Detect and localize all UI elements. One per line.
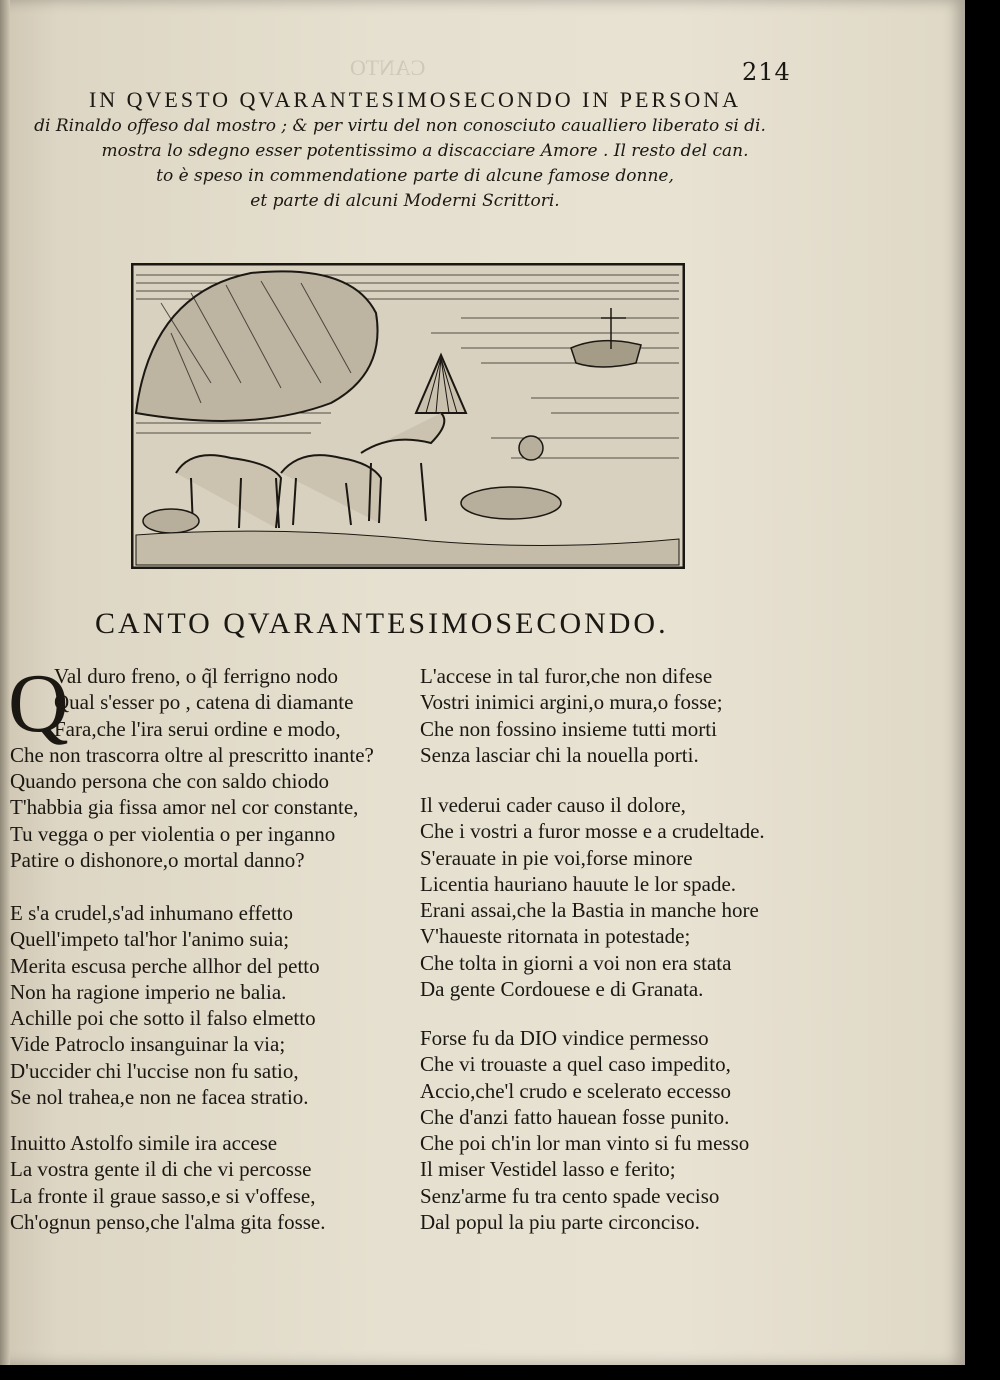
verse-line: Che poi ch'in lor man vinto si fu messo: [420, 1131, 750, 1156]
canto-title: CANTO QVARANTESIMOSECONDO.: [95, 607, 669, 640]
right-stanza-3: [420, 1025, 749, 1235]
verse-line: Che tolta in giorni a voi non era stata: [420, 950, 732, 975]
verse-line: Quando persona che con saldo chiodo: [10, 769, 329, 794]
verse-line: Che i vostri a furor mosse e a crudeltade.: [420, 819, 765, 844]
argument-heading: IN QVESTO QVARANTESIMOSECONDO IN PERSONA: [88, 87, 742, 112]
left-stanza-3: [10, 1130, 326, 1235]
verse-line: La vostra gente il di che vi percosse: [10, 1157, 312, 1182]
verse-line: Tu vegga o per violentia o per inganno: [10, 821, 336, 846]
verse-line: Inuitto Astolfo simile ira accese: [10, 1131, 278, 1155]
verse-line: Licentia hauriano hauute le lor spade.: [420, 871, 737, 896]
verse-line: Ch'ognun penso,che l'alma gita fosse.: [10, 1209, 326, 1234]
verse-line: Il vederui cader causo il dolore,: [420, 793, 686, 817]
verse-line: L'accese in tal furor,che non difese: [420, 664, 713, 688]
verse-line: Merita escusa perche allhor del petto: [10, 953, 320, 978]
verse-line: Se nol trahea,e non ne facea stratio.: [10, 1085, 309, 1110]
verse-line: Achille poi che sotto il falso elmetto: [10, 1006, 316, 1031]
right-stanza-2: [420, 792, 765, 1002]
verse-line: Il miser Vestidel lasso e ferito;: [420, 1157, 676, 1182]
verse-line: Erani assai,che la Bastia in manche hore: [420, 898, 759, 923]
verse-line: Vide Patroclo insanguinar la via;: [10, 1032, 286, 1057]
verse-line: Quell'impeto tal'hor l'animo suia;: [10, 927, 290, 952]
verse-line: Qual s'esser po , catena di diamante: [54, 690, 354, 715]
verse-line: Forse fu da DIO vindice permesso: [420, 1026, 709, 1050]
verse-line: La fronte il graue sasso,e si v'offese,: [10, 1183, 316, 1208]
verse-line: Accio,che'l crudo e scelerato eccesso: [420, 1078, 732, 1103]
verse-line: Patire o dishonore,o mortal danno?: [10, 848, 305, 873]
verse-line: V'haueste ritornata in potestade;: [420, 924, 691, 949]
left-stanza-1: [8, 657, 374, 873]
verse-line: Che vi trouaste a quel caso impedito,: [420, 1052, 731, 1077]
left-stanza-2: [10, 900, 320, 1110]
argument-line: et parte di alcuni Moderni Scrittori.: [250, 191, 560, 211]
bleed-through-text: CANTO: [350, 55, 426, 80]
page-number: 214: [742, 58, 791, 86]
argument-line: mostra lo sdegno esser potentissimo a discacciare Amore . Il resto del can.: [101, 141, 749, 161]
woodcut-illustration: [131, 263, 685, 569]
argument-line: di Rinaldo offeso dal mostro ; & per virtu del non conosciuto caualliero liberato si di.: [34, 116, 766, 136]
verse-line: S'erauate in pie voi,forse minore: [420, 845, 693, 870]
verse-line: Che non fossino insieme tutti morti: [420, 716, 717, 741]
verse-line: Che non trascorra oltre al prescritto inante?: [10, 742, 374, 767]
argument-line: to è speso in commendatione parte di alcune famose donne,: [156, 166, 674, 186]
verse-line: Dal popul la piu parte circonciso.: [420, 1210, 700, 1235]
canto-argument: [25, 86, 805, 214]
drop-cap: Q: [8, 657, 69, 750]
verse-line: E s'a crudel,s'ad inhumano effetto: [10, 901, 294, 925]
verse-line: Vostri inimici argini,o mura,o fosse;: [420, 690, 723, 715]
verse-line: Fara,che l'ira serui ordine e modo,: [54, 716, 341, 741]
verse-line: D'uccider chi l'uccise non fu satio,: [10, 1058, 299, 1083]
verse-line: Senz'arme fu tra cento spade veciso: [420, 1183, 720, 1208]
verse-line: Non ha ragione imperio ne balia.: [10, 979, 287, 1004]
verse-line: T'habbia gia fissa amor nel cor constante,: [10, 795, 359, 820]
verse-line: Senza lasciar chi la nouella porti.: [420, 742, 699, 767]
verse-line: Da gente Cordouese e di Granata.: [420, 977, 704, 1002]
verse-line: Val duro freno, o q̃l ferrigno nodo: [54, 664, 339, 688]
right-stanza-1: [420, 663, 723, 768]
verse-line: Che d'anzi fatto hauean fosse punito.: [420, 1104, 730, 1129]
